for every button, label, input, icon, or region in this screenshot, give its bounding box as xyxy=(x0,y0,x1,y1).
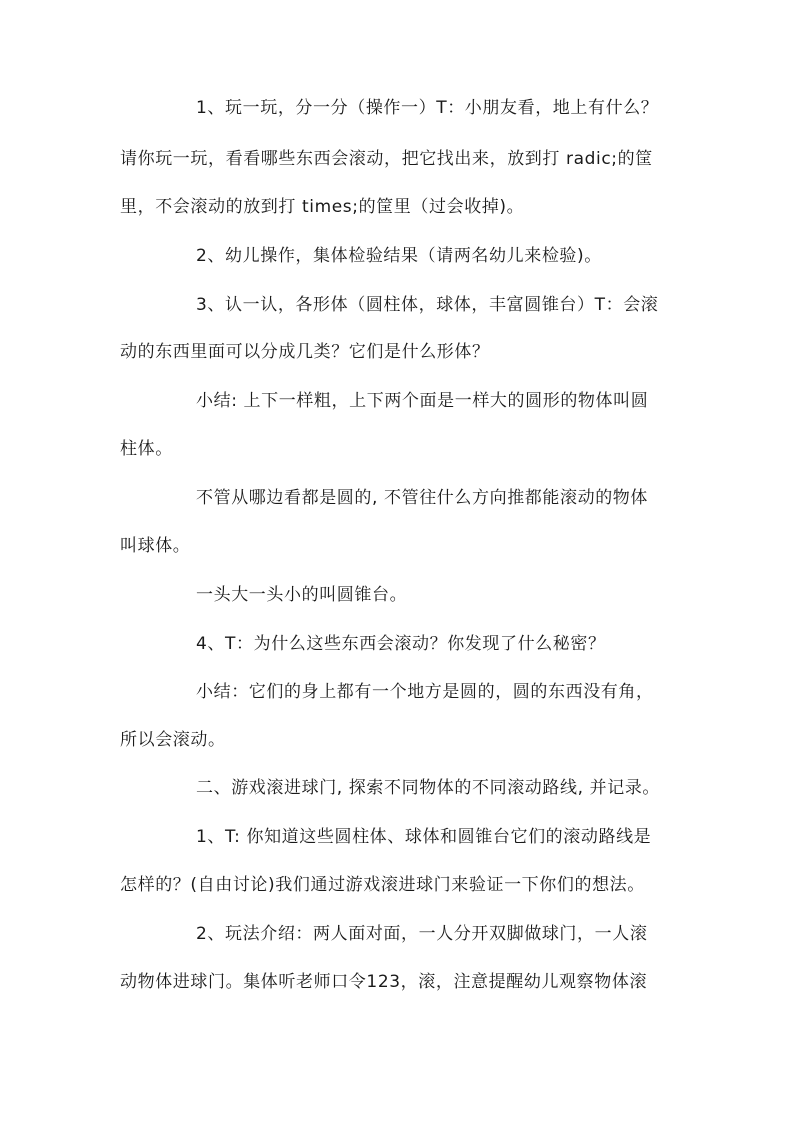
paragraph-line: 请你玩一玩，看看哪些东西会滚动，把它找出来，放到打 radic;的筐 xyxy=(120,149,653,169)
paragraph-line: 所以会滚动。 xyxy=(120,730,226,750)
paragraph-line: 4、T：为什么这些东西会滚动？你发现了什么秘密？ xyxy=(196,634,606,654)
paragraph-line: 叫球体。 xyxy=(120,536,191,556)
paragraph-line: 小结: 上下一样粗，上下两个面是一样大的圆形的物体叫圆 xyxy=(196,391,649,411)
paragraph-line: 怎样的？(自由讨论)我们通过游戏滚进球门来验证一下你们的想法。 xyxy=(120,875,645,895)
paragraph-line: 动物体进球门。集体听老师口令123，滚，注意提醒幼儿观察物体滚 xyxy=(120,972,648,992)
paragraph-line: 一头大一头小的叫圆锥台。 xyxy=(196,585,408,605)
paragraph-line: 里，不会滚动的放到打 times;的筐里（过会收掉)。 xyxy=(120,197,525,217)
paragraph-line: 动的东西里面可以分成几类？它们是什么形体？ xyxy=(120,342,490,362)
paragraph-line: 1、T: 你知道这些圆柱体、球体和圆锥台它们的滚动路线是 xyxy=(196,827,652,847)
paragraph-line: 3、认一认，各形体（圆柱体，球体，丰富圆锥台）T：会滚 xyxy=(196,295,659,315)
paragraph-line: 1、玩一玩，分一分（操作一）T：小朋友看，地上有什么？ xyxy=(196,98,659,118)
paragraph-line: 2、玩法介绍：两人面对面，一人分开双脚做球门，一人滚 xyxy=(196,924,648,944)
paragraph-line: 二、游戏滚进球门, 探索不同物体的不同滚动路线, 并记录。 xyxy=(196,778,661,798)
paragraph-line: 2、幼儿操作，集体检验结果（请两名幼儿来检验)。 xyxy=(196,246,602,266)
paragraph-line: 柱体。 xyxy=(120,439,173,459)
paragraph-line: 小结：它们的身上都有一个地方是圆的，圆的东西没有角， xyxy=(196,682,654,702)
paragraph-line: 不管从哪边看都是圆的, 不管往什么方向推都能滚动的物体 xyxy=(196,488,649,508)
